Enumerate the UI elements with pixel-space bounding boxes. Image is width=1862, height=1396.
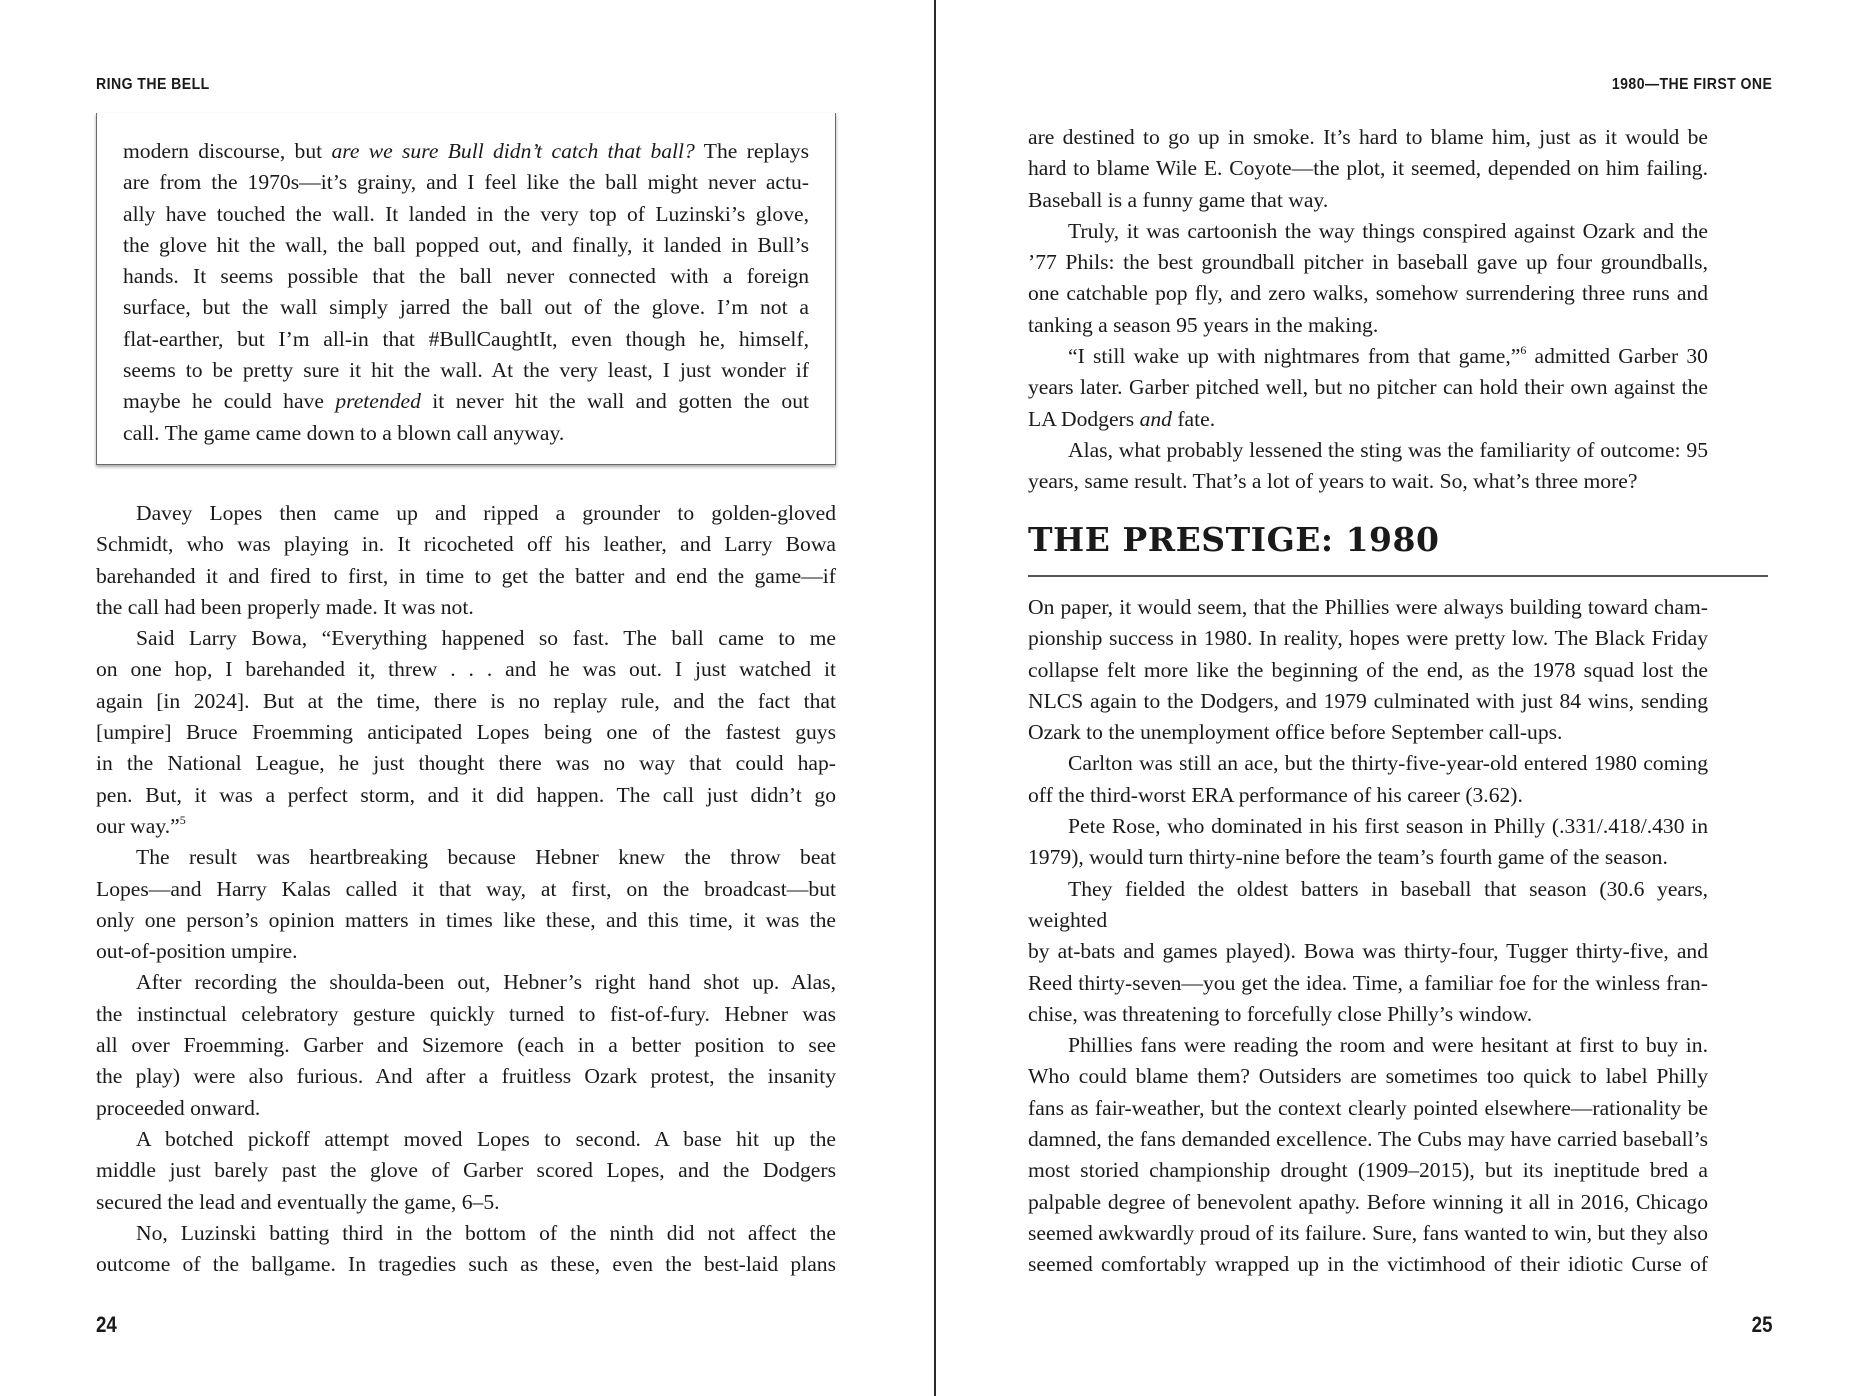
text-line: the instinctual celebratory gesture quickly turned to fist-of-fury. Hebner was [96, 1001, 836, 1026]
text-line: years later. Garber pitched well, but no pitcher can hold their own against the [1028, 375, 1708, 400]
footnote-marker: 6 [1520, 343, 1527, 358]
paragraph-first-line: Carlton was still an ace, but the thirty-five-year-old entered 1980 coming [1068, 751, 1708, 776]
text-line: Baseball is a funny game that way. [1028, 187, 1329, 212]
text-line: call. The game came down to a blown call anyway. [123, 420, 565, 445]
text-line: pen. But, it was a perfect storm, and it did happen. The call just didn’t go [96, 782, 836, 807]
text-line: years, same result. That’s a lot of years to wait. So, what’s three more? [1028, 469, 1638, 494]
text-line: ’77 Phils: the best groundball pitcher in baseball gave up four groundballs, [1028, 250, 1708, 275]
paragraph-first-line: The result was heartbreaking because Hebner knew the throw beat [136, 845, 836, 870]
left-body-text [96, 498, 836, 1280]
sidebar-text [123, 136, 809, 449]
text-line: on one hop, I barehanded it, threw . . . and he was out. I just watched it [96, 657, 836, 682]
right-bottom-text [1028, 592, 1708, 1281]
text-line: surface, but the wall simply jarred the ball out of the glove. I’m not a [123, 295, 809, 320]
text-line: the call had been properly made. It was not. [96, 594, 474, 619]
paragraph-first-line: Truly, it was cartoonish the way things conspired against Ozark and the [1068, 218, 1708, 243]
text-line: seemed comfortably wrapped up in the victimhood of their idiotic Curse of [1028, 1252, 1708, 1277]
section-heading [1028, 518, 1768, 562]
text-line: tanking a season 95 years in the making. [1028, 312, 1379, 337]
text-line: secured the lead and eventually the game, 6–5. [96, 1189, 500, 1214]
text-line: proceeded onward. [96, 1095, 261, 1120]
text-line: collapse felt more like the beginning of the end, as the 1978 squad lost the [1028, 657, 1708, 682]
text-line: LA Dodgers and fate. [1028, 406, 1216, 431]
running-head: 1980—THE FIRST ONE [1611, 76, 1772, 93]
text-line: the glove hit the wall, the ball popped out, and finally, it landed in Bull’s [123, 232, 809, 257]
text-line: outcome of the ballgame. In tragedies such as these, even the best-laid plans [96, 1252, 836, 1277]
paragraph-first-line: They fielded the oldest batters in baseball that season (30.6 years, weighted [1028, 876, 1708, 932]
paragraph-first-line: are destined to go up in smoke. It’s hard to blame him, just as it would be [1028, 125, 1708, 149]
paragraph-first-line: “I still wake up with nightmares from that game,”$^6$ admitted Garber 30 [1068, 343, 1708, 369]
text-line: again [in 2024]. But at the time, there is no replay rule, and the fact that [96, 688, 836, 713]
paragraph-first-line: On paper, it would seem, that the Phillies were always building toward cham- [1028, 595, 1708, 619]
emphasis: and [1139, 406, 1172, 431]
text-line: middle just barely past the glove of Garber scored Lopes, and the Dodgers [96, 1158, 836, 1183]
text-line: palpable degree of benevolent apathy. Before winning it all in 2016, Chicago [1028, 1189, 1708, 1214]
text-line: flat-earther, but I’m all-in that #BullCaughtIt, even though he, himself, [123, 326, 809, 351]
text-line: Ozark to the unemployment office before September call-ups. [1028, 720, 1563, 745]
paragraph-first-line: Said Larry Bowa, “Everything happened so fast. The ball came to me [136, 626, 836, 651]
page-gutter [934, 0, 936, 1396]
running-head: RING THE BELL [96, 76, 210, 93]
text-line: Reed thirty-seven—you get the idea. Time, a familiar foe for the winless fran- [1028, 970, 1708, 995]
text-line: Who could blame them? Outsiders are sometimes too quick to label Philly [1028, 1064, 1708, 1089]
text-line: fans as fair-weather, but the context clearly pointed elsewhere—rationality be [1028, 1095, 1708, 1120]
right-page [937, 0, 1862, 1396]
paragraph-first-line: Phillies fans were reading the room and were hesitant at first to buy in. [1068, 1033, 1708, 1058]
text-line: modern discourse, but are we sure Bull didn’t catch that ball? The replays [123, 139, 809, 163]
text-line: by at-bats and games played). Bowa was thirty-four, Tugger thirty-five, and [1028, 939, 1708, 964]
text-line: all over Froemming. Garber and Sizemore (each in a better position to see [96, 1033, 836, 1058]
paragraph-first-line: No, Luzinski batting third in the bottom of the ninth did not affect the [136, 1220, 836, 1245]
text-line: [umpire] Bruce Froemming anticipated Lopes being one of the fastest guys [96, 720, 836, 745]
text-line: are from the 1970s—it’s grainy, and I feel like the ball might never actu- [123, 170, 809, 195]
text-line: off the third-worst ERA performance of his career (3.62). [1028, 782, 1523, 807]
text-line: only one person’s opinion matters in times like these, and this time, it was the [96, 907, 836, 932]
text-line: most storied championship drought (1909–2015), but its ineptitude bred a [1028, 1158, 1708, 1183]
page-number: 24 [96, 1312, 117, 1337]
text-line: Schmidt, who was playing in. It ricocheted off his leather, and Larry Bowa [96, 532, 836, 557]
section-title: THE PRESTIGE: 1980 [1028, 520, 1440, 559]
section-rule [1028, 575, 1768, 577]
text-line: NLCS again to the Dodgers, and 1979 culminated with just 84 wins, sending [1028, 688, 1708, 713]
text-line: hard to blame Wile E. Coyote—the plot, it seemed, depended on him failing. [1028, 156, 1708, 181]
paragraph-first-line: After recording the shoulda-been out, Hebner’s right hand shot up. Alas, [136, 970, 836, 995]
paragraph-first-line: Alas, what probably lessened the sting was the familiarity of outcome: 95 [1068, 437, 1708, 462]
right-top-text [1028, 122, 1708, 498]
text-line: our way.”$^5$ [96, 812, 186, 838]
paragraph-first-line: A botched pickoff attempt moved Lopes to second. A base hit up the [136, 1126, 836, 1151]
text-line: one catchable pop fly, and zero walks, somehow surrendering three runs and [1028, 281, 1708, 306]
sidebar-box [96, 113, 836, 465]
text-line: maybe he could have pretended it never hit the wall and gotten the out [123, 389, 809, 414]
footnote-marker: 5 [179, 812, 186, 827]
text-line: seems to be pretty sure it hit the wall. At the very least, I just wonder if [123, 358, 809, 383]
text-line: Lopes—and Harry Kalas called it that way, at first, on the broadcast—but [96, 876, 836, 901]
text-line: chise, was threatening to forcefully close Philly’s window. [1028, 1001, 1533, 1026]
text-line: out-of-position umpire. [96, 939, 298, 964]
paragraph-first-line: Pete Rose, who dominated in his first season in Philly (.331/.418/.430 in [1068, 814, 1708, 839]
text-line: ally have touched the wall. It landed in the very top of Luzinski’s glove, [123, 201, 809, 226]
text-line: barehanded it and fired to first, in time to get the batter and end the game—if [96, 563, 836, 588]
text-line: 1979), would turn thirty-nine before the team’s fourth game of the season. [1028, 845, 1668, 870]
emphasis: pretended [335, 389, 421, 414]
text-line: in the National League, he just thought there was no way that could hap- [96, 751, 836, 776]
page-number: 25 [1751, 1312, 1772, 1337]
text-line: pionship success in 1980. In reality, hopes were pretty low. The Black Friday [1028, 626, 1708, 651]
text-line: hands. It seems possible that the ball never connected with a foreign [123, 264, 809, 289]
text-line: the play) were also furious. And after a fruitless Ozark protest, the insanity [96, 1064, 836, 1089]
text-line: damned, the fans demanded excellence. The Cubs may have carried baseball’s [1028, 1127, 1708, 1152]
emphasis: are we sure Bull didn’t catch that ball? [331, 139, 695, 163]
text-line: seemed awkwardly proud of its failure. Sure, fans wanted to win, but they also [1028, 1220, 1708, 1245]
paragraph-first-line: Davey Lopes then came up and ripped a grounder to golden-gloved [136, 501, 836, 525]
